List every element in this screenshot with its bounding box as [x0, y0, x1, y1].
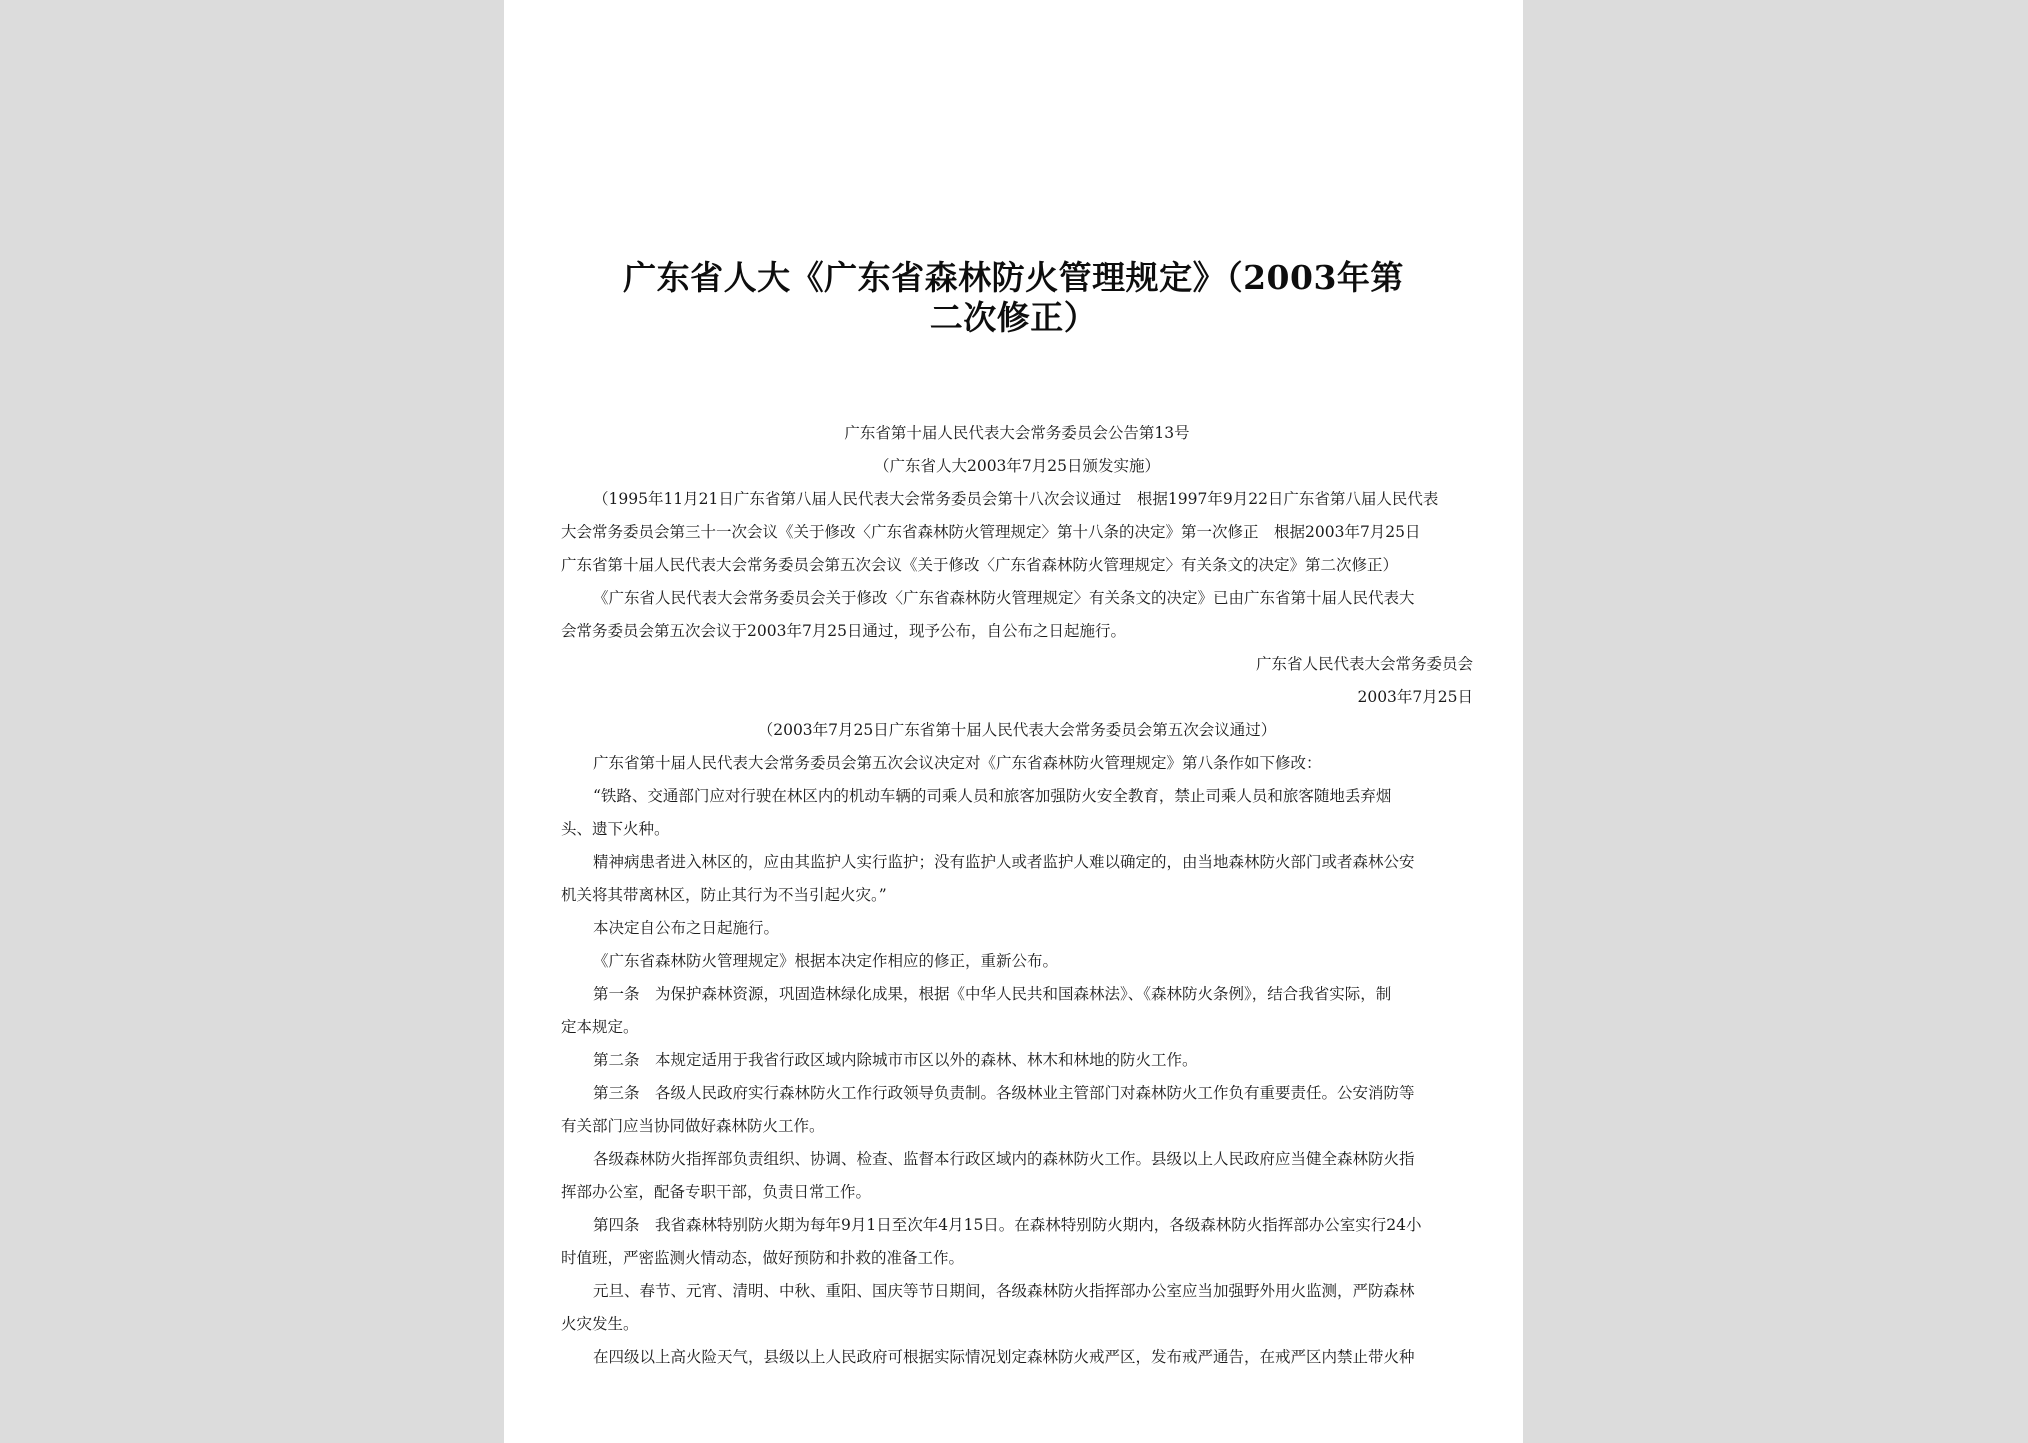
text-line: 第一条 为保护森林资源，巩固造林绿化成果，根据《中华人民共和国森林法》、《森林防火条例》，结合我省实际，制: [593, 985, 1392, 1003]
text-line: 《广东省森林防火管理规定》根据本决定作相应的修正，重新公布。: [593, 952, 1059, 970]
text-line: 第二条 本规定适用于我省行政区域内除城市市区以外的森林、林木和林地的防火工作。: [593, 1051, 1198, 1069]
text-line: 火灾发生。: [561, 1315, 639, 1333]
text-line: 各级森林防火指挥部负责组织、协调、检查、监督本行政区域内的森林防火工作。县级以上人民政府应当健全森林防火指: [593, 1150, 1415, 1168]
text-line: （1995年11月21日广东省第八届人民代表大会常务委员会第十八次会议通过 根据1997年9月22日广东省第八届人民代表: [593, 490, 1439, 508]
text-line: 有关部门应当协同做好森林防火工作。: [561, 1117, 825, 1135]
text-line: “铁路、交通部门应对行驶在林区内的机动车辆的司乘人员和旅客加强防火安全教育，禁止司乘人员和旅客随地丢弃烟: [593, 787, 1392, 805]
text-line: 定本规定。: [561, 1018, 639, 1036]
text-line: 精神病患者进入林区的，应由其监护人实行监护；没有监护人或者监护人难以确定的，由当地森林防火部门或者森林公安: [593, 853, 1415, 871]
text-line: 时值班，严密监测火情动态，做好预防和扑救的准备工作。: [561, 1249, 965, 1267]
text-line: 广东省第十届人民代表大会常务委员会第五次会议决定对《广东省森林防火管理规定》第八条作如下修改：: [593, 754, 1322, 772]
text-line: 2003年7月25日: [1357, 688, 1473, 706]
document-body: [561, 417, 1473, 1374]
text-line: 头、遗下火种。: [561, 820, 670, 838]
text-line: 挥部办公室，配备专职干部，负责日常工作。: [561, 1183, 872, 1201]
text-line: 大会常务委员会第三十一次会议《关于修改〈广东省森林防火管理规定〉第十八条的决定》第一次修正 根据2003年7月25日: [561, 523, 1421, 541]
text-line: （广东省人大2003年7月25日颁发实施）: [873, 457, 1161, 475]
text-line: 第三条 各级人民政府实行森林防火工作行政领导负责制。各级林业主管部门对森林防火工作负有重要责任。公安消防等: [593, 1084, 1415, 1102]
text-line: 广东省第十届人民代表大会常务委员会公告第13号: [844, 424, 1190, 442]
text-line: 《广东省人民代表大会常务委员会关于修改〈广东省森林防火管理规定〉有关条文的决定》已由广东省第十届人民代表大: [593, 589, 1415, 607]
text-line: （2003年7月25日广东省第十届人民代表大会常务委员会第五次会议通过）: [757, 721, 1277, 739]
text-line: 第四条 我省森林特别防火期为每年9月1日至次年4月15日。在森林特别防火期内，各级森林防火指挥部办公室实行24小: [593, 1216, 1422, 1234]
text-line: 机关将其带离林区，防止其行为不当引起火灾。”: [561, 886, 887, 904]
text-line: 元旦、春节、元宵、清明、中秋、重阳、国庆等节日期间，各级森林防火指挥部办公室应当加强野外用火监测，严防森林: [593, 1282, 1415, 1300]
title-line-1: 广东省人大《广东省森林防火管理规定》（2003年第: [623, 258, 1404, 297]
document-title: [544, 258, 1483, 338]
text-line: 广东省人民代表大会常务委员会: [1255, 655, 1473, 673]
title-line-2: 二次修正）: [929, 298, 1098, 337]
text-line: 会常务委员会第五次会议于2003年7月25日通过，现予公布，自公布之日起施行。: [561, 622, 1127, 640]
text-line: 广东省第十届人民代表大会常务委员会第五次会议《关于修改〈广东省森林防火管理规定〉有关条文的决定》第二次修正）: [561, 556, 1399, 574]
document-page: [504, 0, 1523, 1443]
text-line: 本决定自公布之日起施行。: [593, 919, 780, 937]
text-line: 在四级以上高火险天气，县级以上人民政府可根据实际情况划定森林防火戒严区，发布戒严通告，在戒严区内禁止带火种: [593, 1348, 1415, 1366]
